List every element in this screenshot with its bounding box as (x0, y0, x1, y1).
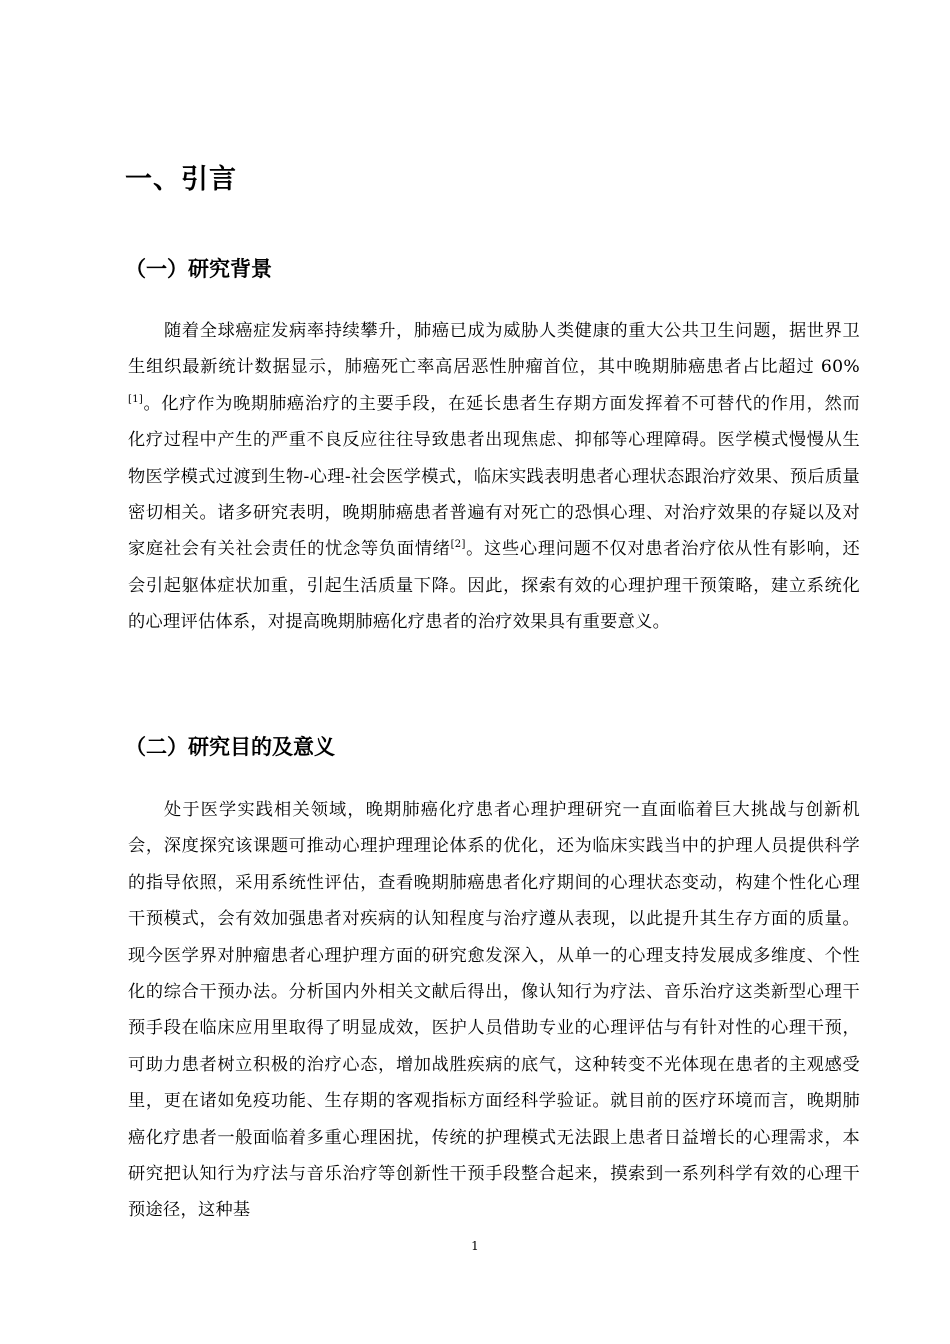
paragraph-background (128, 313, 860, 641)
section-heading-purpose: （二）研究目的及意义 (125, 735, 335, 759)
paragraph-background-text-3: 。这些心理问题不仅对患者治疗依从性有影响，还会引起躯体症状加重，引起生活质量下降。因此，探索有效的心理护理干预策略，建立系统化的心理评估体系，对提高晚期肺癌化疗患者的治疗效果具有重要意义。 (128, 539, 860, 633)
citation-ref-2: [2] (450, 539, 466, 551)
paragraph-background-text-2: 。化疗作为晚期肺癌治疗的主要手段，在延长患者生存期方面发挥着不可替代的作用，然而化疗过程中产生的严重不良反应往往导致患者出现焦虑、抑郁等心理障碍。医学模式慢慢从生物医学模式过渡到生物-心理-社会医学模式，临床实践表明患者心理状态跟治疗效果、预后质量密切相关。诸多研究表明，晚期肺癌患者普遍有对死亡的恐惧心理、对治疗效果的存疑以及对家庭社会有关社会责任的忧念等负面情绪 (128, 393, 860, 560)
page-number: 1 (471, 1239, 479, 1253)
section-heading-background: （一）研究背景 (125, 257, 272, 281)
citation-ref-1: [1] (128, 393, 144, 405)
paragraph-background-text-1: 随着全球癌症发病率持续攀升，肺癌已成为威胁人类健康的重大公共卫生问题，据世界卫生组织最新统计数据显示，肺癌死亡率高居恶性肿瘤首位，其中晚期肺癌患者占比超过 60% (128, 321, 860, 378)
paragraph-purpose: 处于医学实践相关领域，晚期肺癌化疗患者心理护理研究一直面临着巨大挑战与创新机会，深度探究该课题可推动心理护理理论体系的优化，还为临床实践当中的护理人员提供科学的指导依照，采用系统性评估，查看晚期肺癌患者化疗期间的心理状态变动，构建个性化心理干预模式，会有效加强患者对疾病的认知程度与治疗遵从表现，以此提升其生存方面的质量。现今医学界对肿瘤患者心理护理方面的研究愈发深入，从单一的心理支持发展成多维度、个性化的综合干预办法。分析国内外相关文献后得出，像认知行为疗法、音乐治疗这类新型心理干预手段在临床应用里取得了明显成效，医护人员借助专业的心理评估与有针对性的心理干预，可助力患者树立积极的治疗心态，增加战胜疾病的底气，这种转变不光体现在患者的主观感受里，更在诸如免疫功能、生存期的客观指标方面经科学验证。就目前的医疗环境而言，晚期肺癌化疗患者一般面临着多重心理困扰，传统的护理模式无法跟上患者日益增长的心理需求，本研究把认知行为疗法与音乐治疗等创新性干预手段整合起来，摸索到一系列科学有效的心理干预途径，这种基 (128, 800, 860, 1221)
chapter-heading: 一、引言 (125, 164, 237, 195)
